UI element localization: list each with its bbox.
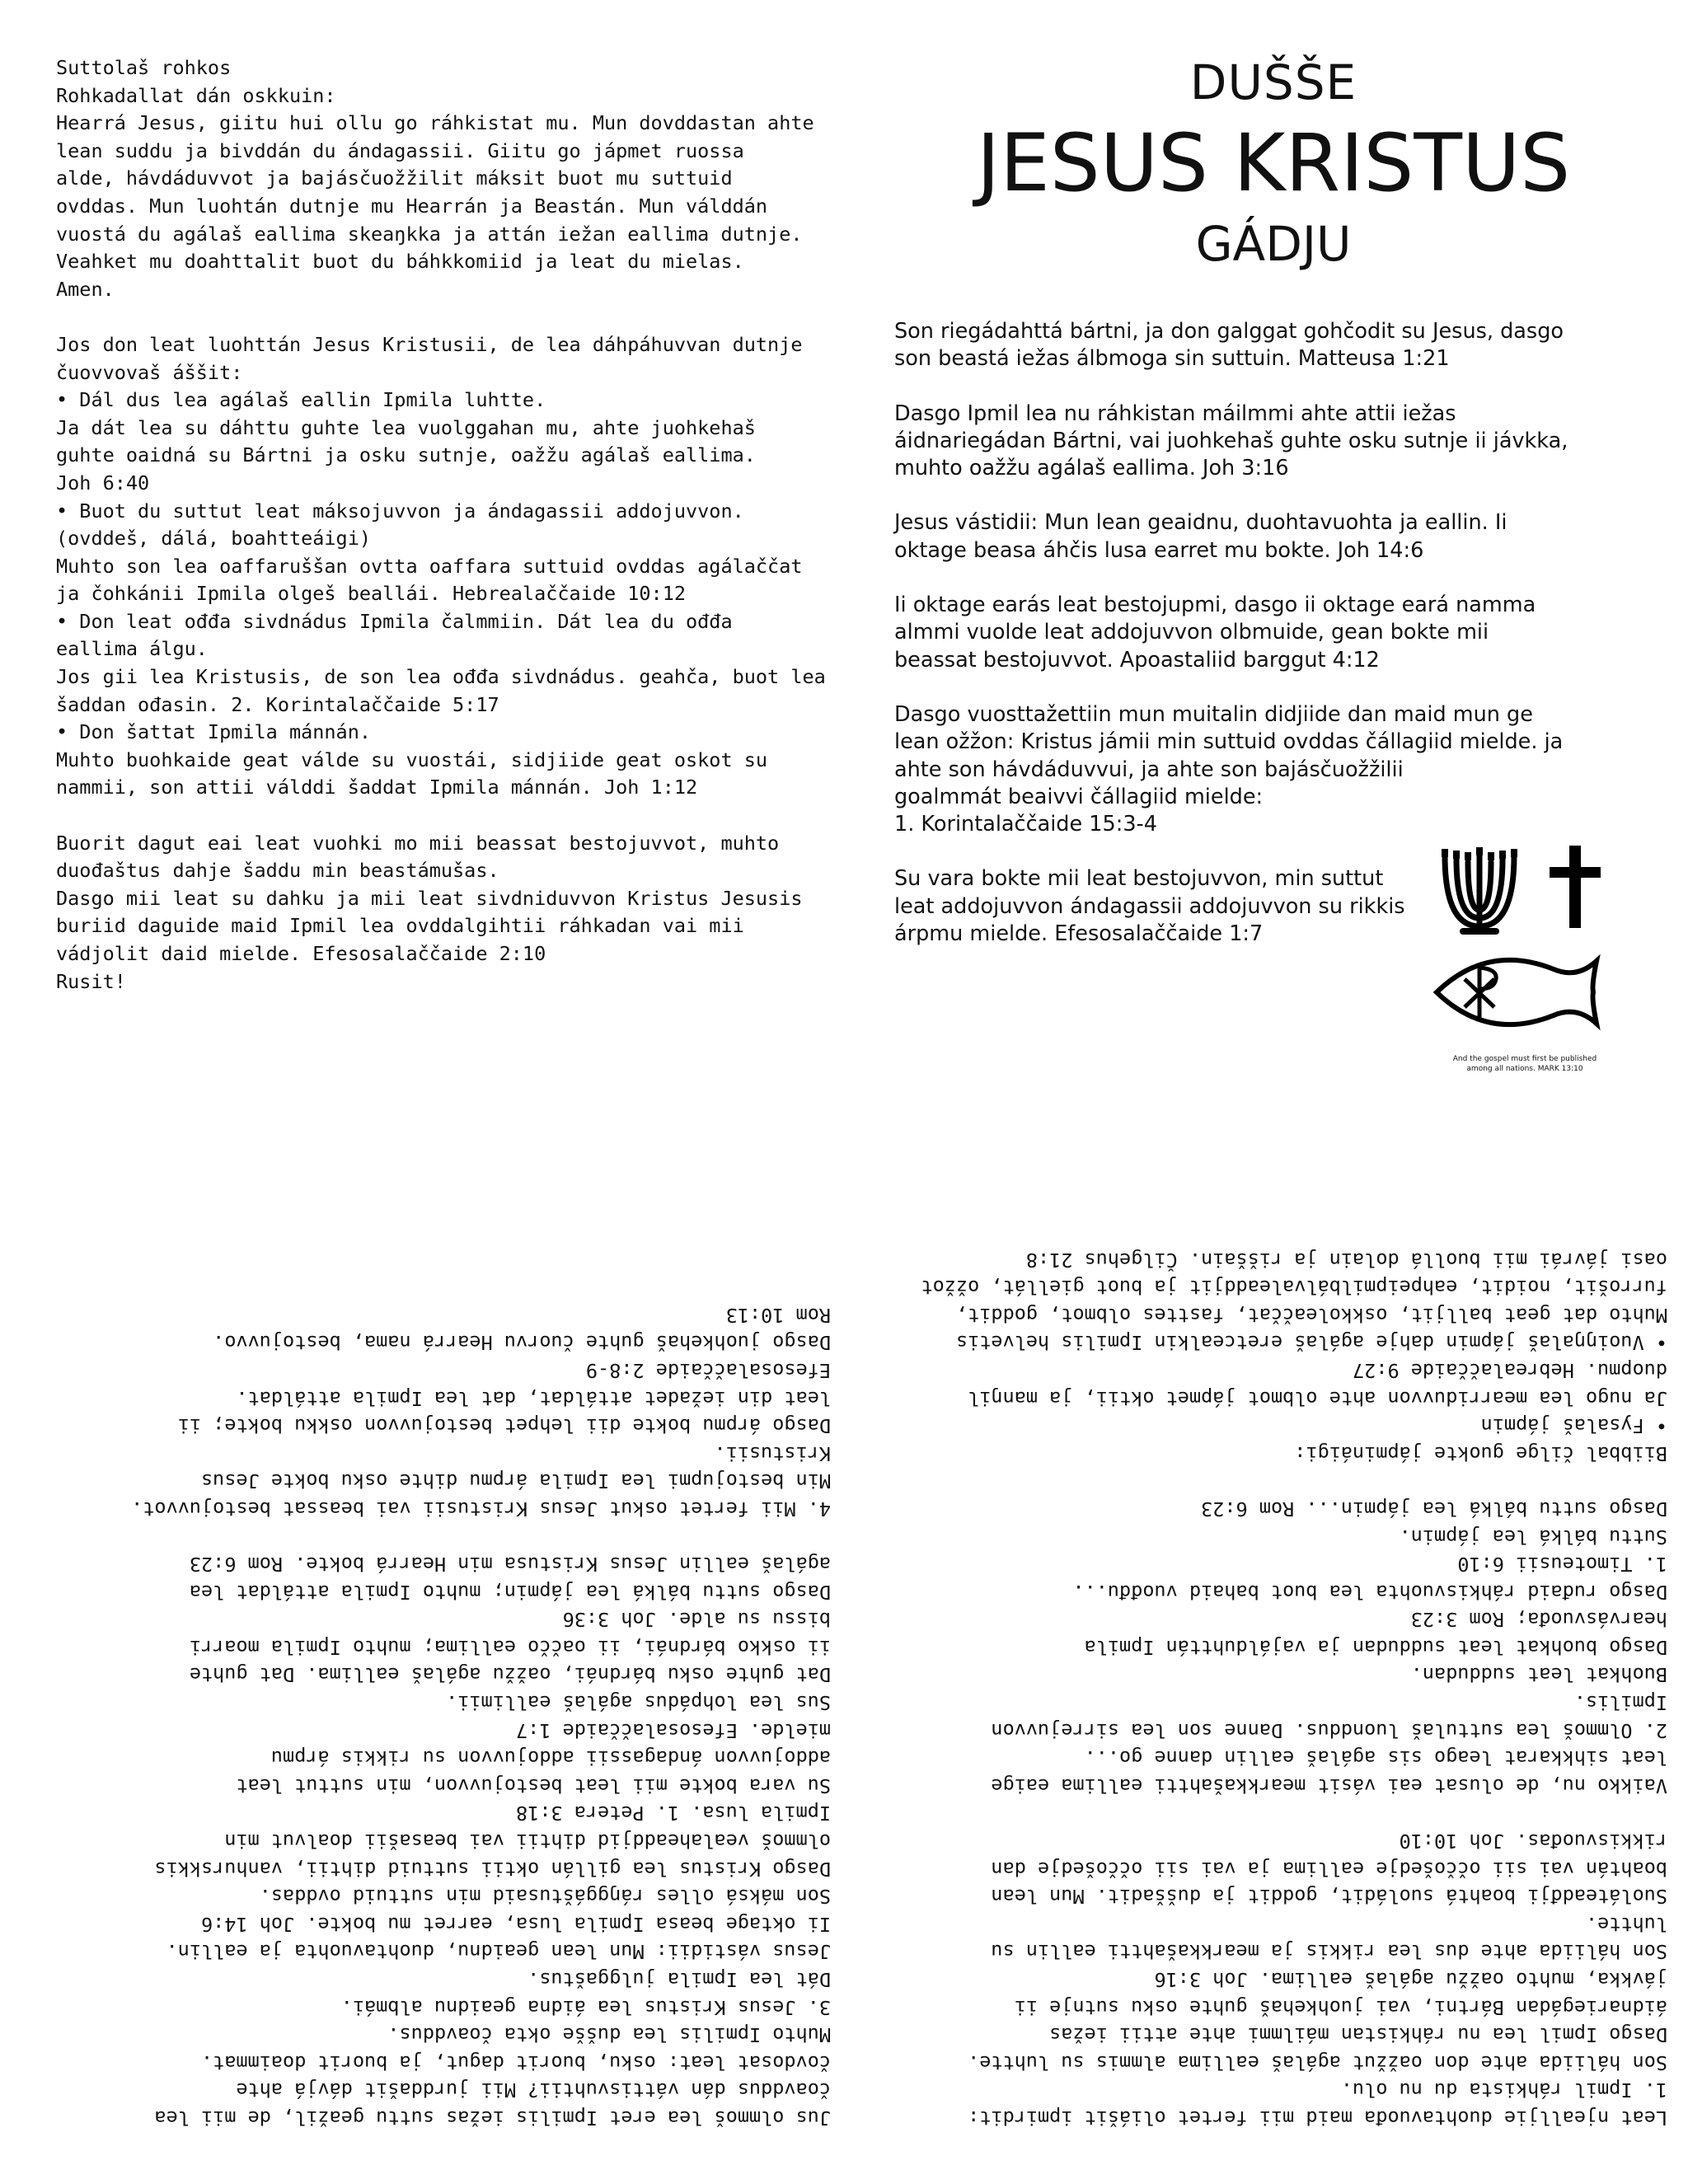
- text-line: jávkka, muhto oažžu agálaš eallima. Joh 3:16: [1154, 1968, 1667, 1992]
- text-line: Buorit dagut eai leat vuohki mo mii beassat bestojuvvot, muhto: [56, 831, 780, 855]
- four-truths-part-1: [876, 1245, 1667, 2131]
- text-line: Jos don leat luohttán Jesus Kristusii, de lea dáhpáhuvvan dutnje: [56, 332, 803, 356]
- text-line: Amen.: [56, 277, 115, 301]
- text-line: čoavddus dán váttisvuhtii? Mii jurddašit dávjá ahte: [236, 2079, 831, 2102]
- text-line: bissu su alde. Joh 3:36: [562, 1608, 831, 1632]
- text-line: Efesosalaččaide 2:8-9: [585, 1358, 831, 1382]
- text-line: šaddan ođasin. 2. Korintalaččaide 5:17: [56, 692, 499, 716]
- text-line: • Dál dus lea agálaš eallin Ipmila luhtte.: [56, 388, 546, 412]
- verse-line: son beastá iežas álbmoga sin suttuin. Matteusa 1:21: [894, 346, 1450, 372]
- text-line: • Don leat ođđa sivdnádus Ipmila čalmmiin. Dát lea du ođđa: [56, 609, 733, 633]
- text-line: luhtte.: [1585, 1912, 1667, 1936]
- text-line: vuostá du agálaš eallima skeaŋkka ja attán iežan eallima dutnje.: [56, 222, 803, 246]
- text-line: oasi jávrái mii buollá dolain ja riššain. Čilgehus 21:8: [1025, 1248, 1667, 1272]
- caption-line-2: among all nations. MARK 13:10: [1466, 1065, 1583, 1073]
- text-line: Son háliida ahte dus lea rikkis ja mearkkašahtti eallin su: [991, 1940, 1667, 1964]
- text-line: • Don šattat Ipmila mánnán.: [56, 720, 372, 744]
- verse-line: árpmu mielde. Efesosalaččaide 1:7: [894, 921, 1264, 947]
- text-line: leat din iežadet attáldat, dat lea Ipmila attáldat.: [236, 1386, 831, 1410]
- symbols-graphic: [1430, 846, 1620, 1052]
- text-line: boahtán vai sii oččošedje eallima ja vai sii oččošedje dan: [991, 1857, 1667, 1881]
- text-line: 1. Ipmil ráhkista du nu olu.: [1340, 2079, 1667, 2102]
- text-line: Leat njealljie duohtavuođa maid mii fertet oliášit ipmirdit:: [968, 2107, 1667, 2130]
- text-line: 2. Olmmoš lea suttulaš luonddus. Danne son lea sirrejuvvon: [991, 1718, 1667, 1742]
- text-line: ii oskko bárdnái, ii oaččo eallima; muhto Ipmila moarri: [189, 1635, 831, 1659]
- caption-line-1: And the gospel must first be published: [1452, 1055, 1597, 1063]
- cross-icon: [1550, 846, 1601, 928]
- verse-line: almmi vuolde leat addojuvvon olbmuide, gean bokte mii: [894, 620, 1489, 645]
- text-line: Muhto Ipmilis lea dušše okta čoavddus.: [387, 2023, 831, 2047]
- upside-down-section-right: [876, 1146, 1667, 2131]
- verse-line: goalmmát beaivvi čállagiid mielde:: [894, 784, 1264, 809]
- verse-line: Dasgo Ipmil lea nu ráhkistan máilmmi ahte attii iežas: [894, 401, 1456, 426]
- verse-line: leat addojuvvon ándagassii addojuvvon su rikkis: [894, 893, 1405, 919]
- text-line: Hearrá Jesus, giitu hui ollu go ráhkistat mu. Mun dovddastan ahte: [56, 111, 814, 135]
- verse-block: [894, 592, 1636, 674]
- text-line: Muhto dat geat balljit, oskkoleaččat, fasttes olbmot, goddit,: [955, 1303, 1667, 1327]
- text-line: Dasgo Kristus lea gillán oktii suttuid dihtii, vanhurskkis: [154, 1857, 831, 1881]
- title-gadju: GÁDJU: [1195, 216, 1352, 272]
- text-line: čovdosat leat: osku, buorit dagut, ja buorit doaimmat.: [200, 2050, 831, 2074]
- text-line: Veahket mu doahttalit buot du báhkkomiid ja leat du mielas.: [56, 250, 744, 274]
- text-line: Jus olmmoš lea eret Ipmilis iežas suttu geažil, de mii lea: [154, 2107, 831, 2130]
- text-line: Ipmilis.: [1573, 1691, 1667, 1715]
- verse-line: beassat bestojuvvot. Apoastaliid barggut 4:12: [894, 647, 1380, 673]
- text-line: nammii, son attii válddi šaddat Ipmila mánnán. Joh 1:12: [56, 776, 698, 799]
- text-line: Ii oktage beasa Ipmila lusa, earret mu bokte. Joh 14:6: [200, 1912, 831, 1936]
- verse-line: oktage beasa áhčis lusa earret mu bokte. Joh 14:6: [894, 537, 1424, 563]
- text-line: Ja nugo lea mearriduvvon ahte olbmot jápmet oktii, ja manŋil: [968, 1386, 1667, 1410]
- text-line: duođaštus dahje šaddu min beastámušas.: [56, 859, 499, 883]
- text-line: alde, hávdáduvvot ja bajásčuožžilit máksit buot mu suttuid: [56, 166, 733, 190]
- verse-block: [894, 401, 1636, 483]
- text-line: • Vuoiŋŋalaš jápmin dahje agálaš eretcealkin Ipmilis helvetis: [955, 1331, 1667, 1355]
- text-line: leat sihkkarat leago sis agálaš eallin danne go...: [1084, 1746, 1667, 1770]
- text-line: [40, 1522, 831, 1550]
- text-line: vádjolit daid mielde. Efesosalaččaide 2:10: [56, 942, 546, 965]
- text-line: Dasgo juohkehaš guhte čuorvu Hearrá nama, bestojuvvo.: [213, 1331, 831, 1355]
- verse-line: muhto oažžu agálaš eallima. Joh 3:16: [894, 456, 1289, 481]
- text-line: Dasgo Ipmil lea nu ráhkistan máilmmi ahte attii iežas: [1049, 2023, 1667, 2047]
- text-line: Buohkat leat suddudan.: [1410, 1663, 1667, 1687]
- text-line: Dat guhte osku bárdnái, oažžu agálaš eallima. Dat guhte: [189, 1663, 831, 1687]
- text-line: ja čohkánii Ipmila olgeš beallái. Hebrealaččaide 10:12: [56, 582, 687, 606]
- text-line: Ipmila lusa. 1. Petera 3:18: [515, 1802, 831, 1825]
- verse-line: áidnariegádan Bártni, vai juohkehaš guhte osku sutnje ii jávkka,: [894, 428, 1568, 453]
- text-line: buriid daguide maid Ipmil lea ovddalgihtii ráhkadan vai mii: [56, 914, 744, 938]
- text-line: Jos gii lea Kristusis, de son lea ođđa sivdnádus. geahča, buot lea: [56, 665, 826, 689]
- text-line: ovddas. Mun luohtán dutnje mu Hearrán ja Beastán. Mun válddán: [56, 194, 768, 218]
- text-line: • Buot du suttut leat máksojuvvon ja ándagassii addojuvvon.: [56, 499, 744, 523]
- text-line: Dasgo mii leat su dahku ja mii leat sivdniduvvon Kristus Jesusis: [56, 886, 803, 910]
- text-line: Biibbal čilge guokte jápmináigi:: [1294, 1441, 1667, 1465]
- verse-block: [894, 701, 1636, 838]
- verse-line: Su vara bokte mii leat bestojuvvon, min suttut: [894, 866, 1384, 892]
- text-line: rikkisvuođas. Joh 10:10: [1399, 1830, 1667, 1854]
- text-line: 1. Timoteusii 6:10: [1457, 1553, 1667, 1577]
- text-line: mielde. Efesosalaččaide 1:7: [515, 1718, 831, 1742]
- scripture-caption: [1430, 1054, 1620, 1074]
- text-line: Son máksá olles ráŋggáštusaid min suttuid ovddas.: [259, 1885, 831, 1909]
- text-line: Dasgo suttu bálká lea jápmin... Rom 6:23: [1201, 1497, 1667, 1521]
- text-line: Rom 10:13: [725, 1303, 831, 1327]
- text-line: [876, 1467, 1667, 1495]
- verse-line: Jesus vástidii: Mun lean geaidnu, duohtavuohta ja eallin. Ii: [894, 510, 1507, 536]
- text-line: 3. Jesus Kristus lea áidna geaidnu albmái.: [340, 1995, 831, 2019]
- text-line: Suttolaš rohkos: [56, 56, 232, 79]
- text-line: Dasgo árpmu bokte dii lehpet bestojuvvon oskku bokte; ii: [177, 1414, 831, 1438]
- text-line: agálaš eallin Jesus Kristusa min Hearrá bokte. Rom 6:23: [189, 1553, 831, 1577]
- title-only: DUŠŠE: [1189, 54, 1357, 110]
- text-line: furrošit, noidit, eahpeipmilbálvaleaddjit ja buot giellát, ožžot: [921, 1276, 1667, 1300]
- text-line: Rohkadallat dán oskkuin:: [56, 83, 336, 107]
- text-line: [56, 802, 798, 830]
- text-line: 4. Mii fertet oskut Jesus Kristusii vai beassat bestojuvvot.: [131, 1497, 831, 1521]
- four-truths-part-2: [40, 1301, 831, 2131]
- verse-line: lean ožžon: Kristus jámii min suttuid ovddas čállagiid mielde. ja: [894, 729, 1564, 755]
- title-section: [894, 49, 1636, 1073]
- verse-block: [894, 318, 1636, 373]
- text-line: Su vara bokte mii leat bestojuvvon, min suttut leat: [236, 1774, 831, 1797]
- text-line: Min bestojupmi lea Ipmila árpmu dihte osku bokte Jesus: [200, 1469, 831, 1493]
- text-line: • Fysalaš jápmin: [1480, 1414, 1667, 1438]
- prayer-section: [56, 54, 826, 996]
- text-line: Muhto buohkaide geat válde su vuostái, sidjiide geat oskot su: [56, 748, 768, 771]
- text-line: olmmoš vealaheaddjid dihtii vai beasašii doalvut min: [224, 1830, 831, 1854]
- upside-down-section-left: [40, 1146, 831, 2131]
- verse-line: Ii oktage earás leat bestojupmi, dasgo ii oktage eará namma: [894, 593, 1536, 618]
- verse-block: [894, 509, 1636, 565]
- text-line: Suttu bálká lea jápmin.: [1399, 1525, 1667, 1549]
- text-line: addojuvvon ándagassii addojuvvon su rikkis árpmu: [270, 1746, 831, 1770]
- menorah-icon: [1445, 852, 1514, 931]
- text-line: Kristusii.: [714, 1441, 831, 1465]
- verse-line: 1. Korintalaččaide 15:3-4: [894, 812, 1157, 837]
- text-line: Joh 6:40: [56, 471, 150, 494]
- text-line: Dasgo buohkat leat suddudan ja vajálduhttán Ipmila: [1084, 1635, 1667, 1659]
- verse-line: Dasgo vuosttažettiin mun muitalin didjiide dan maid mun ge: [894, 701, 1533, 727]
- symbol-cluster: [1430, 846, 1620, 1093]
- text-line: hearvásvuođa; Rom 3:23: [1410, 1608, 1667, 1632]
- verse-line: ahte son hávdáduvvui, ja ahte son bajásčuožžilii: [894, 757, 1404, 782]
- text-line: Ja dát lea su dáhttu guhte lea vuolggahan mu, ahte juohkehaš: [56, 415, 756, 439]
- text-line: Sus lea lohpádus agálaš eallimii.: [446, 1691, 831, 1715]
- text-line: lean suddu ja bivddán du ándagassii. Giitu go jápmet ruossa: [56, 138, 744, 162]
- text-line: guhte oaidná su Bártni ja osku sutnje, oažžu agálaš eallima.: [56, 443, 756, 467]
- text-line: Dát lea Ipmila julggaštus.: [528, 1968, 831, 1992]
- text-line: duopmu. Hebrealaččaide 9:27: [1352, 1358, 1667, 1382]
- main-title: [911, 49, 1636, 277]
- text-line: Jesus vástidii: Mun lean geaidnu, duohtavuohta ja eallin.: [166, 1940, 831, 1964]
- ichthys-fish-icon: [1437, 960, 1597, 1024]
- text-line: Muhto son lea oaffaruššan ovtta oaffara suttuid ovddas agálaččat: [56, 554, 803, 578]
- title-jesus-kristus: JESUS KRISTUS: [976, 117, 1571, 209]
- text-line: áidnariegádan Bártni, vai juohkehaš guhte osku sutnje ii: [1014, 1995, 1667, 2019]
- text-line: Rusit!: [56, 969, 126, 993]
- text-line: Suoláteadđji boahtá suoládit, goddit ja duššadit. Mun lean: [991, 1885, 1667, 1909]
- text-line: [876, 1799, 1667, 1827]
- text-line: Dasgo suttu bálká lea jápmin; muhto Ipmila attáldat lea: [189, 1580, 831, 1604]
- text-line: Dasgo ruđaid ráhkisvuohta lea buot bahaid vuođđu...: [1072, 1580, 1667, 1604]
- text-line: [56, 303, 798, 331]
- text-line: Son háliida ahte don oažžut agálaš eallima almmis su luhtte.: [968, 2050, 1667, 2074]
- text-line: čuovvovaš áššit:: [56, 360, 243, 384]
- text-line: Vaikko nu, de olusat eai vásit mearkkašahtti eallima eaige: [991, 1774, 1667, 1797]
- text-line: (ovddeš, dálá, boahtteáigi): [56, 527, 372, 551]
- verse-line: Son riegádahttá bártni, ja don galggat gohčodit su Jesus, dasgo: [894, 319, 1564, 344]
- text-line: eallima álgu.: [56, 637, 208, 661]
